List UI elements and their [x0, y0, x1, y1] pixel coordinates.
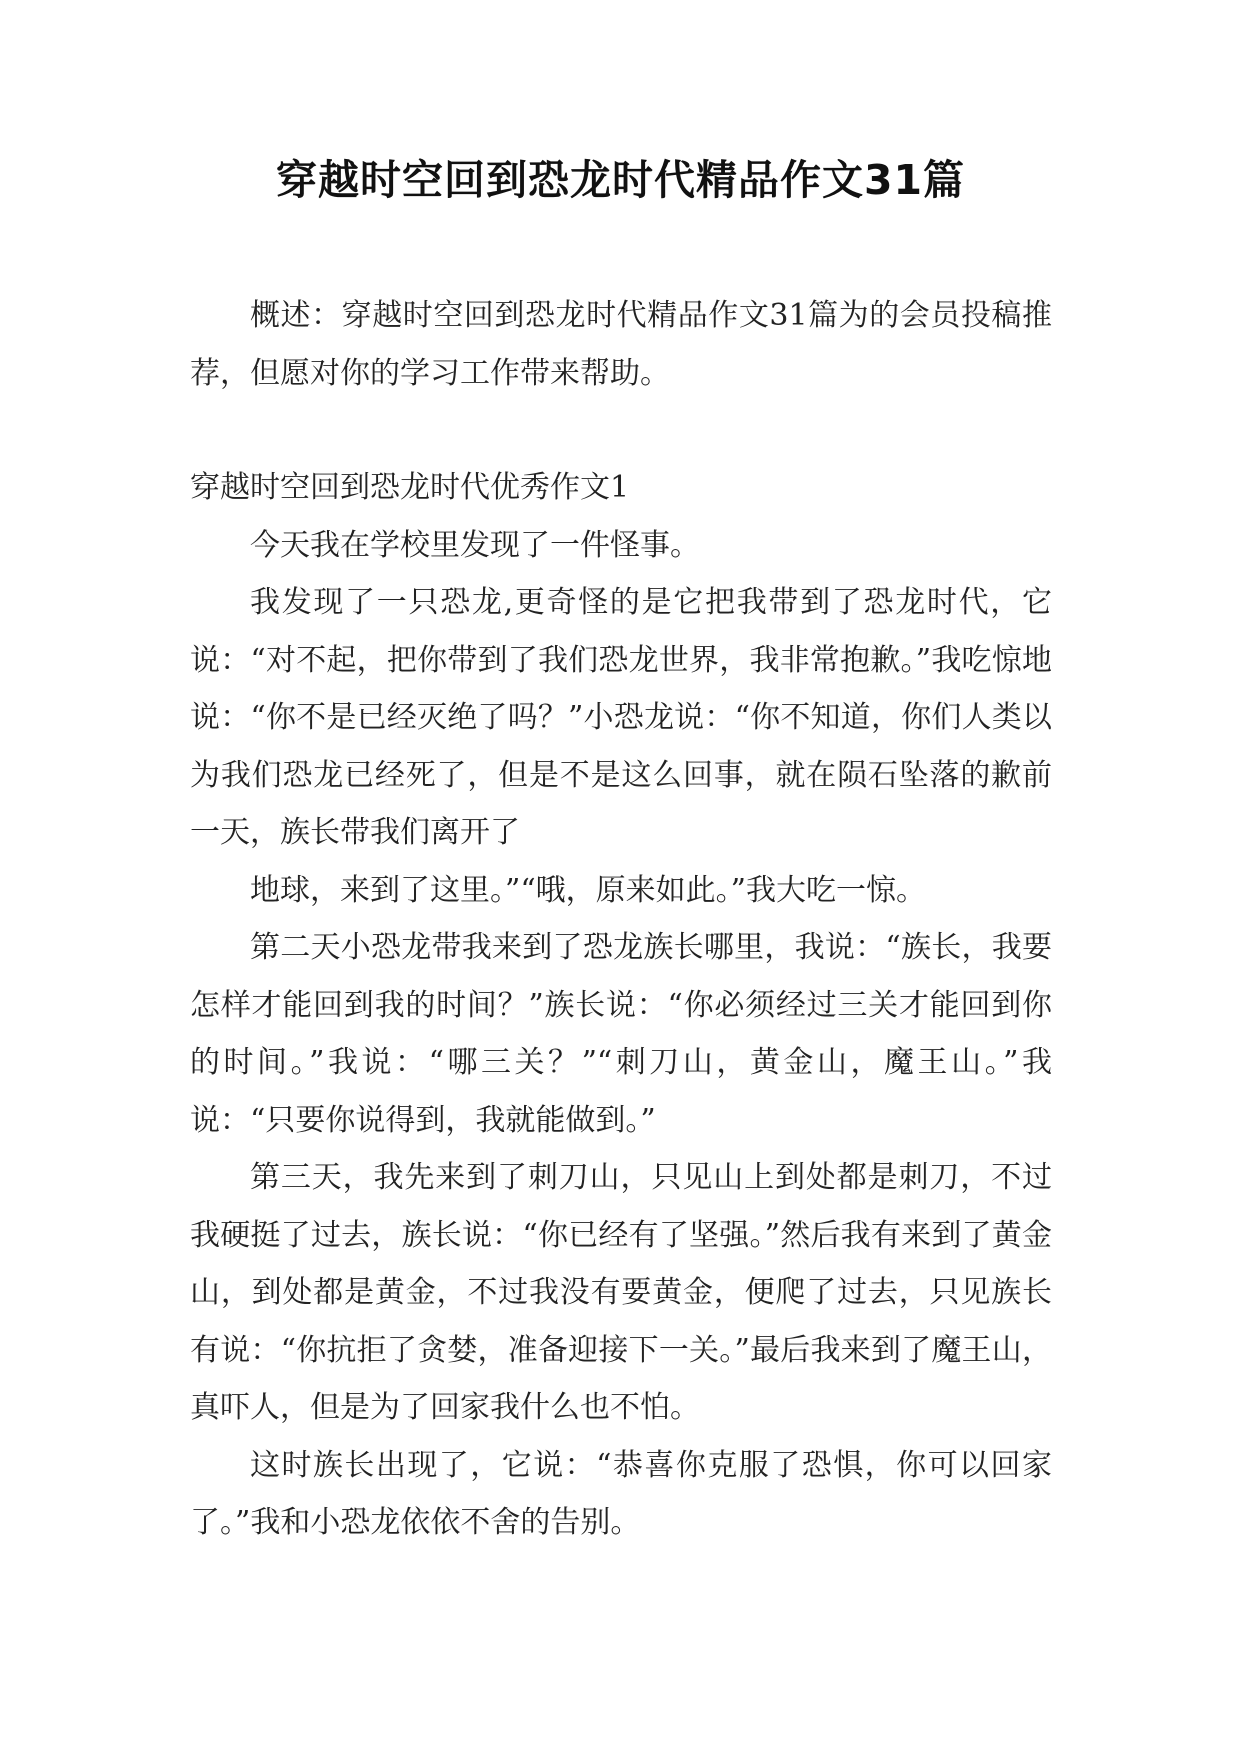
essay-heading: 穿越时空回到恐龙时代优秀作文1 [190, 470, 630, 505]
document-title: 穿越时空回到恐龙时代精品作文31篇 [275, 156, 966, 204]
essay-paragraph: 地球，来到了这里。”“哦，原来如此。”我大吃一惊。 [250, 872, 927, 908]
essay-paragraph: 第三天，我先来到了刺刀山，只见山上到处都是刺刀，不过我硬挺了过去，族长说：“你已经有了坚强。”然后我有来到了黄金山，到处都是黄金，不过我没有要黄金，便爬了过去，只见族长有说：“你抗拒了贪婪，准备迎接下一关。”最后我来到了魔王山，真吓人，但是为了回家我什么也不怕。 [190, 1160, 1052, 1425]
essay-paragraph: 第二天小恐龙带我来到了恐龙族长哪里，我说：“族长，我要怎样才能回到我的时间？”族长说：“你必须经过三关才能回到你的时间。”我说：“哪三关？”“刺刀山，黄金山，魔王山。”我说：“只要你说得到，我就能做到。” [190, 930, 1052, 1138]
essay-paragraph: 今天我在学校里发现了一件怪事。 [250, 527, 700, 563]
summary-paragraph: 概述：穿越时空回到恐龙时代精品作文31篇为的会员投稿推荐，但愿对你的学习工作带来帮助。 [190, 298, 1052, 391]
essay-section [190, 459, 1052, 1552]
essay-paragraph: 我发现了一只恐龙,更奇怪的是它把我带到了恐龙时代，它说：“对不起，把你带到了我们恐龙世界，我非常抱歉。”我吃惊地说：“你不是已经灭绝了吗？”小恐龙说：“你不知道，你们人类以为我们恐龙已经死了，但是不是这么回事，就在陨石坠落的歉前一天，族长带我们离开了 [190, 585, 1052, 850]
summary-section [190, 287, 1052, 402]
essay-paragraph: 这时族长出现了，它说：“恭喜你克服了恐惧，你可以回家了。”我和小恐龙依依不舍的告别。 [190, 1447, 1052, 1540]
